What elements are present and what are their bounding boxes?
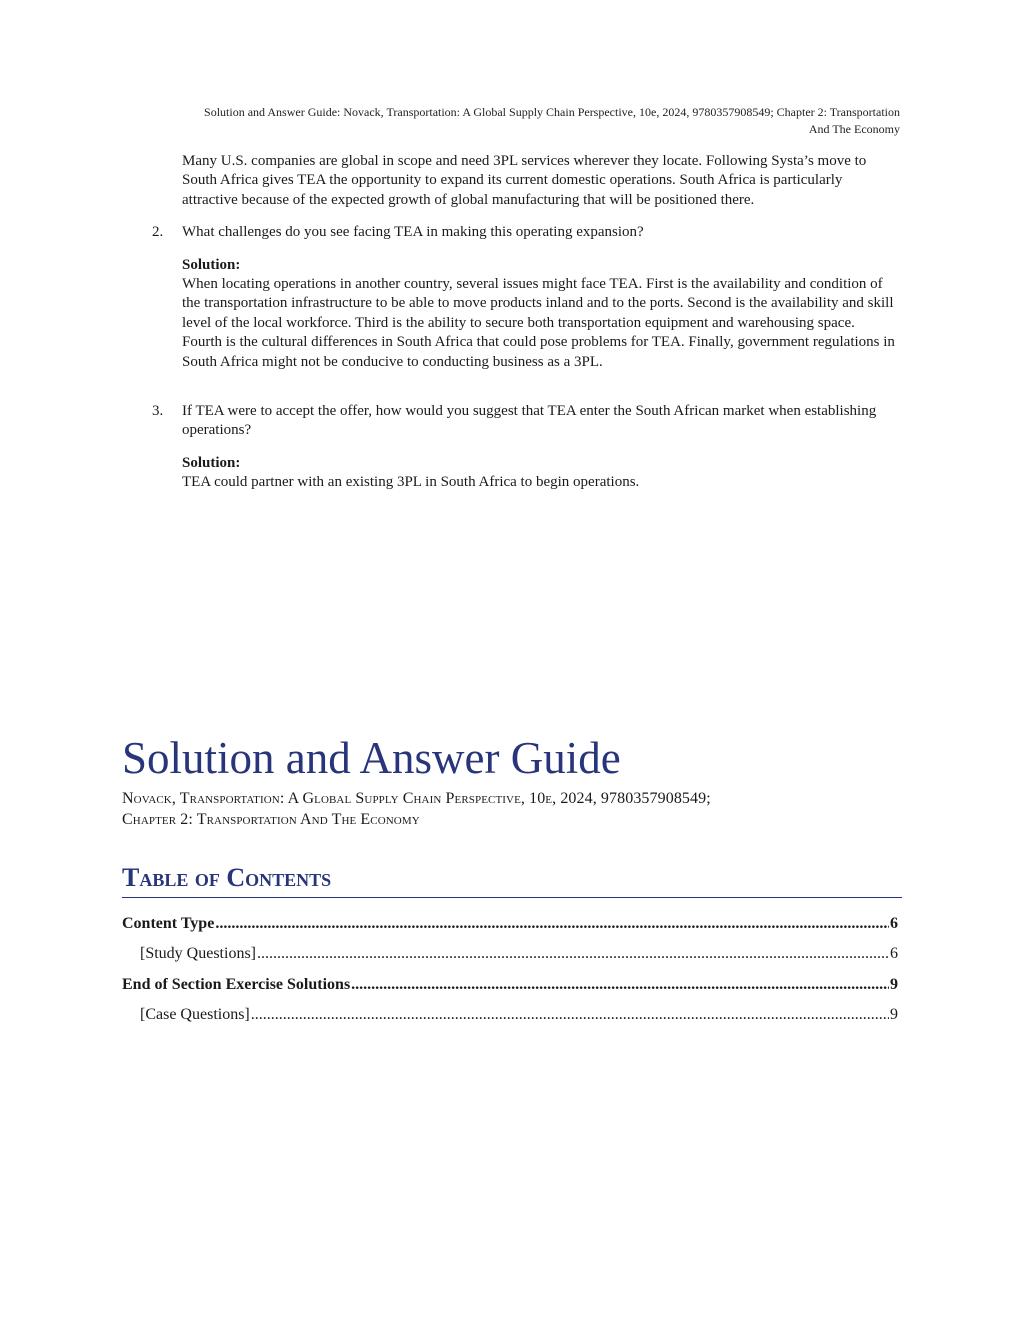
solution-text: When locating operations in another country, several issues might face TEA. First is the availability and condition of the transportation infrastructure to be able to move products inland and to the ports. Second is the availability and skill level of the local workforce. Third is the ability to secure both transportation equipment and warehousing space. Fourth is the cultural differences in South Africa that could pose problems for TEA. Finally, government regulations in South Africa might not be conducive to conducting business as a 3PL. <box>182 276 895 370</box>
document-subtitle-line-2: Chapter 2: Transportation And The Economy <box>122 811 420 828</box>
toc-entry-end-of-section-exercise-solutions[interactable] <box>122 974 898 996</box>
question-text: If TEA were to accept the offer, how would you suggest that TEA enter the South African market when establishing operations? <box>182 403 877 439</box>
running-header-line-2: And The Economy <box>808 122 900 136</box>
toc-entry-label: [Case Questions] <box>140 1006 250 1023</box>
question-text: What challenges do you see facing TEA in making this operating expansion? <box>182 224 644 240</box>
document-title: Solution and Answer Guide <box>122 733 621 783</box>
toc-entry-page: 9 <box>890 1006 898 1023</box>
toc-dot-leader <box>351 974 889 996</box>
question-number: 2. <box>152 224 164 240</box>
solution-label: Solution: <box>182 455 241 471</box>
toc-entry-label: End of Section Exercise Solutions <box>122 976 351 993</box>
toc-entry-page: 6 <box>890 945 898 962</box>
toc-entry-page: 6 <box>890 915 898 932</box>
toc-heading: Table of Contents <box>122 863 332 892</box>
document-subtitle <box>122 788 902 830</box>
toc-dot-leader <box>251 1004 889 1026</box>
toc-dot-leader <box>257 943 889 965</box>
toc-dot-leader <box>215 913 889 935</box>
toc-entry-study-questions[interactable] <box>122 943 898 965</box>
toc-entry-label: [Study Questions] <box>140 945 256 962</box>
running-header <box>120 104 900 138</box>
toc-divider <box>122 897 902 898</box>
intro-paragraph: Many U.S. companies are global in scope and need 3PL services wherever they locate. Following Systa’s move to South Africa gives TEA the opportunity to expand its current domestic operations. South Africa is particularly attractive because of the expected growth of global manufacturing that will be positioned there. <box>182 153 867 208</box>
toc-entry-page: 9 <box>890 976 898 993</box>
toc-entry-case-questions[interactable] <box>122 1004 898 1026</box>
question-item <box>152 223 898 245</box>
solution-label: Solution: <box>182 257 241 273</box>
running-header-line-1: Solution and Answer Guide: Novack, Transportation: A Global Supply Chain Perspective, 10e, 2024, 9780357908549; Chapter 2: Transportation <box>204 105 900 119</box>
question-number: 3. <box>152 403 164 419</box>
question-item <box>152 402 898 442</box>
solution-text: TEA could partner with an existing 3PL in South Africa to begin operations. <box>182 474 640 490</box>
document-subtitle-line-1: Novack, Transportation: A Global Supply Chain Perspective, 10e, 2024, 9780357908549; <box>122 790 711 807</box>
toc-entry-content-type[interactable] <box>122 913 898 935</box>
toc-entry-label: Content Type <box>122 915 215 932</box>
